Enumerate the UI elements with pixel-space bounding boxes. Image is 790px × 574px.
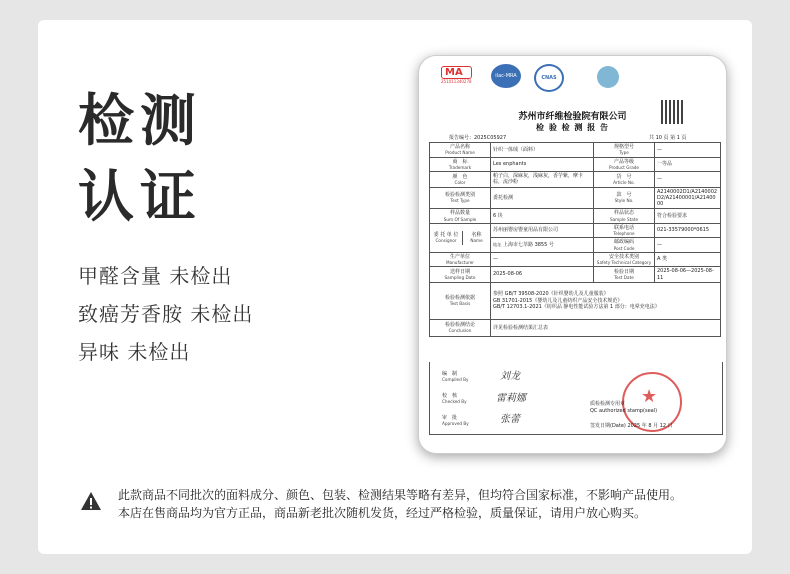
- headline-line1: 检测: [78, 89, 202, 154]
- issue-date: 签发日期(Date) 2025 年 8 月 12 日: [590, 423, 673, 429]
- claim-formaldehyde: 甲醛含量 未检出: [78, 264, 233, 288]
- institute-name: 苏州市纤维检验院有限公司: [518, 112, 627, 122]
- table-row: 商 标 Trademark Les enphants 产品等级 Product Grade 一等品: [430, 157, 721, 172]
- qc-stamp-label: 质检检测专用章: [590, 401, 626, 407]
- table-row: 生产单位 Manufacturer — 安全技术类别 Safety Technical Category A 类: [430, 252, 721, 267]
- qr-code: [661, 100, 685, 124]
- table-row: 地址 上海市七莘路 3855 号 邮政编码 Post Code —: [430, 238, 721, 253]
- notice-line-1: 此款商品不同批次的面料成分、颜色、包装、检测结果等略有差异，但均符合国家标准，不影响产品使用。: [118, 488, 683, 502]
- page-count: 共 10 页 第 1 页: [649, 135, 687, 141]
- table-row: 颜 色 Color 帕子白，深麻灰，浅麻灰，香芋紫，摩卡棕，流沙粉 货 号 Article No. —: [430, 172, 721, 188]
- notice-line-2: 本店在售商品均为官方正品，商品新老批次随机发货，经过严格检验，质量保证，请用户放心购买。: [118, 506, 647, 520]
- warning-icon: [80, 490, 102, 512]
- seal-logo: [597, 66, 619, 88]
- signature-checked: 雷莉娜: [496, 393, 526, 404]
- signature-area: 编 制 Compiled By 刘龙 校 核 Checked By 雷莉娜 审 批 Approved By 张蕾 ★ 质检检测专用章 QC authorized stamp(seal) 签发日期(Date) 2025 年 8 月 12 日: [429, 362, 723, 435]
- report-number: 报告编号：2025C05927: [449, 135, 507, 141]
- claim-odor: 异味 未检出: [78, 340, 191, 364]
- table-row: 检验检测结论 Conclusion 详见检验检测结果汇总表: [430, 319, 721, 336]
- ilac-mra-logo: ilac-MRA: [491, 64, 521, 88]
- table-row: 检验检测依据 Test Basis 参照 GB/T 39508-2020《针织婴幼儿及儿童服装》 GB 31701-2015《婴幼儿及儿童纺织产品安全技术规范》 GB/T 12703.1-2021《纺织品 静电性能试验方法第 1 部分：电晕充电法》: [430, 282, 721, 319]
- table-row: 检验检测类别 Test Type 委托检测 款 号 Style No. A2140002D1/A2140002D2/A21400001/A2140000: [430, 187, 721, 209]
- report-title: 检 验 检 测 报 告: [536, 123, 609, 132]
- official-seal-stamp: ★: [622, 372, 682, 432]
- signature-approved: 张蕾: [500, 414, 520, 425]
- report-table: [429, 142, 721, 337]
- table-row: 委 托 单 位 Consignor 名称 Name 苏州丽婴房婴童用品有限公司 联系电话 Telephone 021-33579000*0615: [430, 223, 721, 238]
- claim-aromatic-amine: 致癌芳香胺 未检出: [78, 302, 254, 326]
- table-row: 产品名称 Product Name 针织一体绒（面料） 规格型号 Type —: [430, 143, 721, 158]
- signature-compiled: 刘龙: [500, 371, 520, 382]
- cnas-logo: CNAS: [534, 64, 564, 92]
- test-report-document: [418, 55, 727, 454]
- ma-logo: MA 251011340278: [441, 67, 472, 84]
- certification-logos: [429, 64, 716, 98]
- table-row: 送样日期 Sampling Date 2025-08-06 检验日期 Test Date 2025-08-06—2025-08-11: [430, 267, 721, 283]
- table-row: 样品数量 Sum Of Sample 6 块 样品状态 Sample State 符合检验要求: [430, 209, 721, 224]
- ma-code: 251011340278: [441, 79, 472, 84]
- qc-stamp-label-en: QC authorized stamp(seal): [590, 408, 658, 414]
- headline-line2: 认证: [78, 165, 202, 230]
